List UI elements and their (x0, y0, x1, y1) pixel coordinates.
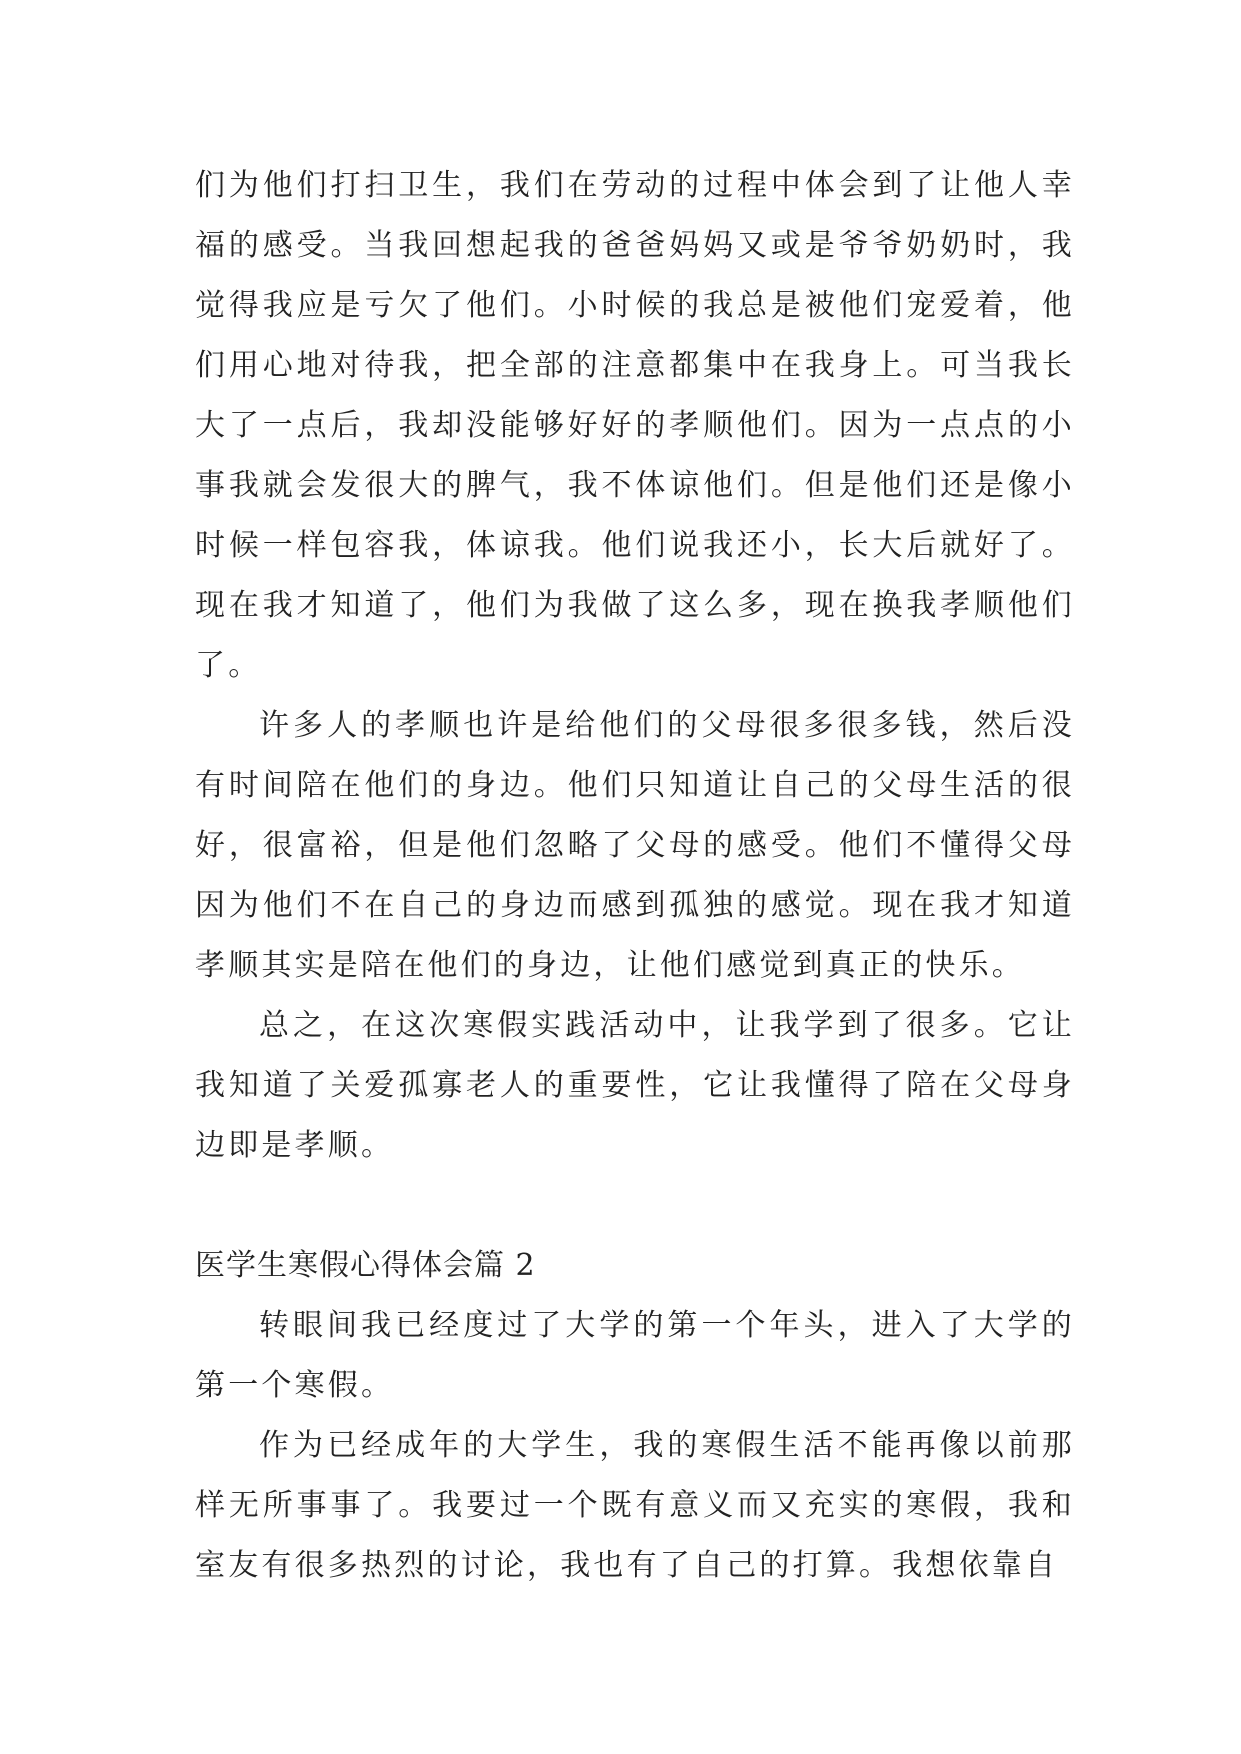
paragraph-plans: 作为已经成年的大学生，我的寒假生活不能再像以前那样无所事事了。我要过一个既有意义而又充实的寒假，我和室友有很多热烈的讨论，我也有了自己的打算。我想依靠自 (195, 1428, 1075, 1583)
paragraph-filial-duty: 们为他们打扫卫生，我们在劳动的过程中体会到了让他人幸福的感受。当我回想起我的爸爸妈妈又或是爷爷奶奶时，我觉得我应是亏欠了他们。小时候的我总是被他们宠爱着，他们用心地对待我，把全部的注意都集中在我身上。可当我长大了一点后，我却没能够好好的孝顺他们。因为一点点的小事我就会发很大的脾气，我不体谅他们。但是他们还是像小时候一样包容我，体谅我。他们说我还小，长大后就好了。现在我才知道了，他们为我做了这么多，现在换我孝顺他们了。 (195, 168, 1075, 683)
paragraph-summary: 总之，在这次寒假实践活动中，让我学到了很多。它让我知道了关爱孤寡老人的重要性，它让我懂得了陪在父母身边即是孝顺。 (195, 1008, 1075, 1163)
document-body (195, 156, 1075, 1596)
section-heading: 医学生寒假心得体会篇 2 (195, 1248, 536, 1283)
paragraph-first-winter-break: 转眼间我已经度过了大学的第一个年头，进入了大学的第一个寒假。 (195, 1308, 1075, 1403)
paragraph-money-vs-company: 许多人的孝顺也许是给他们的父母很多很多钱，然后没有时间陪在他们的身边。他们只知道让自己的父母生活的很好，很富裕，但是他们忽略了父母的感受。他们不懂得父母因为他们不在自己的身边而感到孤独的感觉。现在我才知道孝顺其实是陪在他们的身边，让他们感觉到真正的快乐。 (195, 708, 1075, 983)
